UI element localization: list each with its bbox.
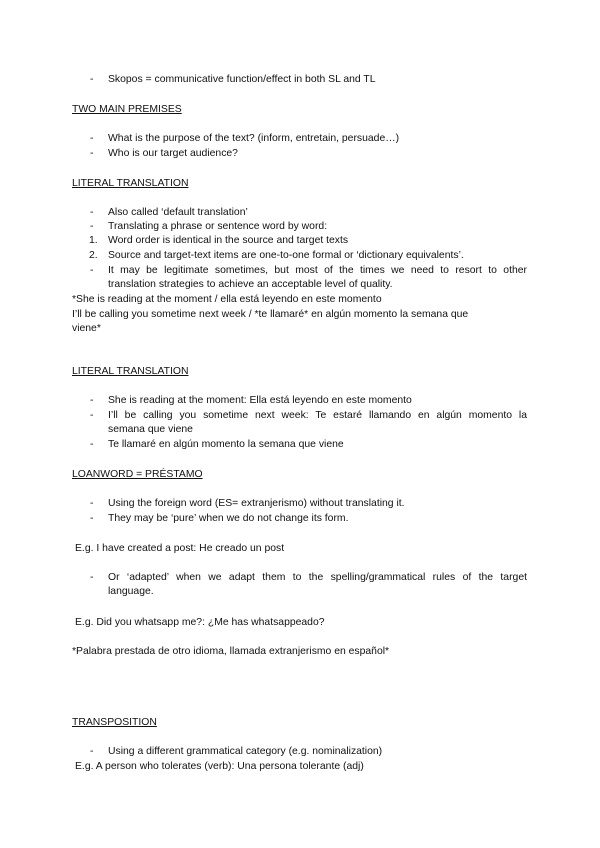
- bullet-marker: -: [90, 746, 94, 757]
- example-line: E.g. A person who tolerates (verb): Una persona tolerante (adj): [75, 761, 364, 772]
- number-marker: 1.: [89, 235, 98, 246]
- list-item: Using a different grammatical category (e.g. nominalization): [108, 746, 383, 757]
- list-item-line: It may be legitimate sometimes, but most of the times we need to resort to other: [108, 265, 527, 276]
- bullet-marker: -: [90, 439, 94, 450]
- bullet-marker: -: [90, 133, 94, 144]
- bullet-marker: -: [90, 395, 94, 406]
- list-item: Word order is identical in the source and target texts: [108, 235, 349, 246]
- list-item: They may be ‘pure’ when we do not change its form.: [108, 513, 349, 524]
- bullet-marker: -: [90, 572, 94, 583]
- list-item: Who is our target audience?: [108, 148, 238, 159]
- bullet-marker: -: [90, 265, 94, 276]
- example-line: E.g. Did you whatsapp me?: ¿Me has whatsappeado?: [75, 617, 325, 628]
- section-heading-loanword: LOANWORD = PRÉSTAMO: [72, 469, 203, 480]
- bullet-marker: -: [90, 74, 94, 85]
- section-heading-transposition: TRANSPOSITION: [72, 717, 157, 728]
- list-item-line: Or ‘adapted’ when we adapt them to the spelling/grammatical rules of the target: [108, 572, 527, 583]
- note-line: *She is reading at the moment / ella está leyendo en este momento: [72, 294, 382, 305]
- bullet-marker: -: [90, 148, 94, 159]
- list-item: Source and target-text items are one-to-one formal or ‘dictionary equivalents’.: [108, 250, 464, 261]
- note-line: *Palabra prestada de otro idioma, llamada extranjerismo en español*: [72, 646, 390, 657]
- bullet-marker: -: [90, 410, 94, 421]
- list-item-line: language.: [108, 586, 154, 597]
- number-marker: 2.: [89, 250, 98, 261]
- list-item-line: translation strategies to achieve an acceptable level of quality.: [108, 279, 393, 290]
- bullet-marker: -: [90, 498, 94, 509]
- list-item: Also called ‘default translation’: [108, 207, 248, 218]
- bullet-marker: -: [90, 221, 94, 232]
- bullet-marker: -: [90, 513, 94, 524]
- list-item: She is reading at the moment: Ella está leyendo en este momento: [108, 395, 412, 406]
- note-line: viene*: [72, 323, 101, 334]
- section-heading-literal-translation: LITERAL TRANSLATION: [72, 178, 189, 189]
- list-item: Using the foreign word (ES= extranjerismo) without translating it.: [108, 498, 405, 509]
- list-item-line: I’ll be calling you sometime next week: Te estaré llamando en algún momento la: [108, 410, 527, 421]
- bullet-marker: -: [90, 207, 94, 218]
- section-heading-literal-translation: LITERAL TRANSLATION: [72, 366, 189, 377]
- list-item: Te llamaré en algún momento la semana que viene: [108, 439, 344, 450]
- list-item: Skopos = communicative function/effect in both SL and TL: [108, 74, 376, 85]
- list-item-line: semana que viene: [108, 424, 193, 435]
- list-item: What is the purpose of the text? (inform, entretain, persuade…): [108, 133, 400, 144]
- section-heading-two-main-premises: TWO MAIN PREMISES: [72, 104, 182, 115]
- list-item: Translating a phrase or sentence word by word:: [108, 221, 328, 232]
- example-line: E.g. I have created a post: He creado un post: [75, 543, 285, 554]
- note-line: I’ll be calling you sometime next week / *te llamaré* en algún momento la semana que: [72, 309, 469, 320]
